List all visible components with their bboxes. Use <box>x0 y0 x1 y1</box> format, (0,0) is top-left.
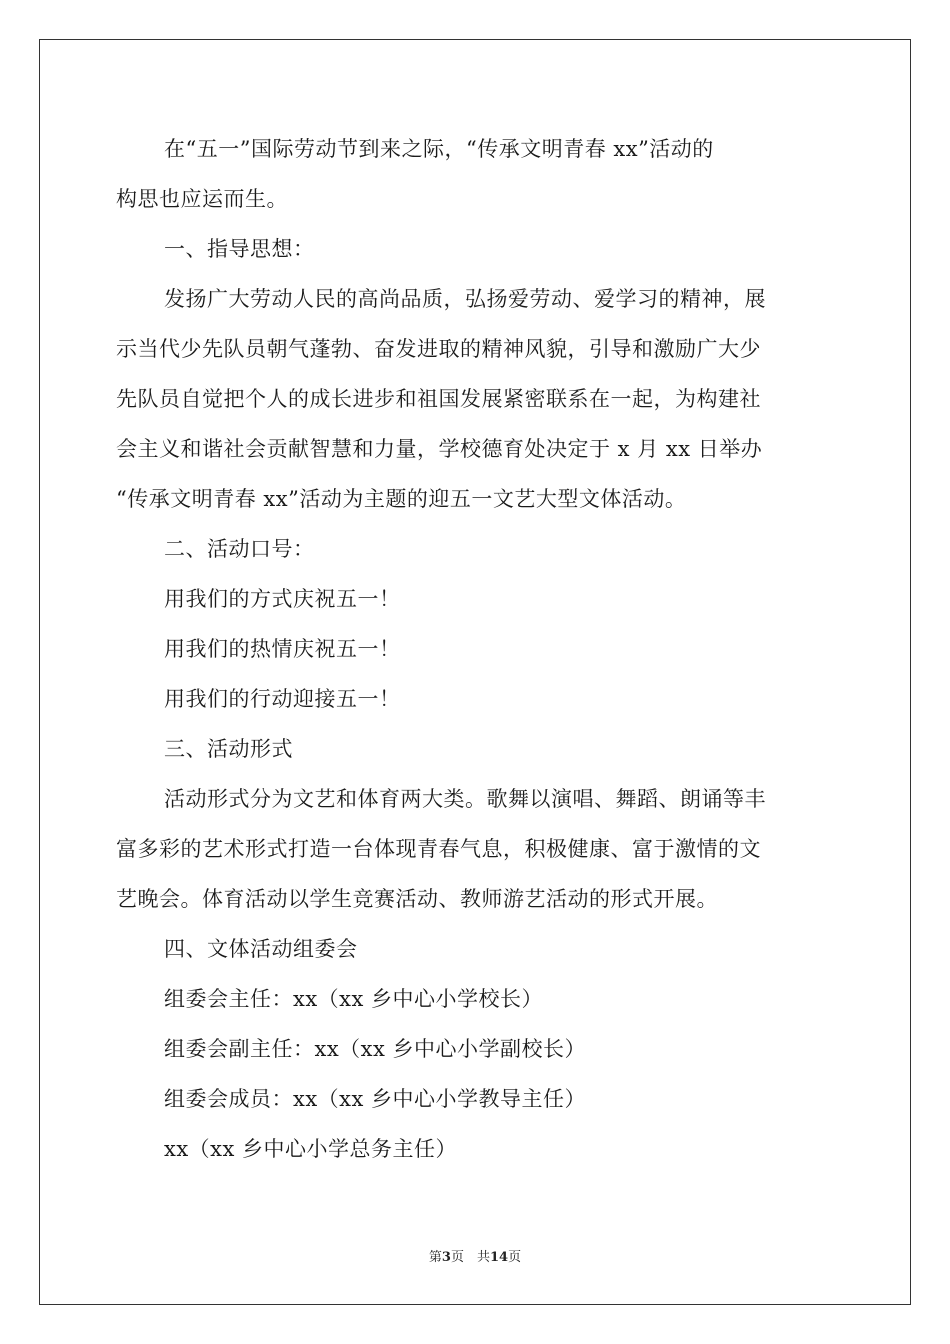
committee-member-2: xx（xx 乡中心小学总务主任） <box>164 1137 458 1161</box>
committee-deputy-director: 组委会副主任：xx（xx 乡中心小学副校长） <box>164 1037 587 1061</box>
committee-member-1: 组委会成员：xx（xx 乡中心小学教导主任） <box>164 1087 587 1111</box>
committee-director: 组委会主任：xx（xx 乡中心小学校长） <box>164 987 544 1011</box>
current-page-number: 3 <box>441 1250 451 1265</box>
footer-prefix: 第 <box>428 1250 442 1265</box>
heading-committee: 四、文体活动组委会 <box>164 937 358 961</box>
heading-slogans: 二、活动口号： <box>164 537 315 561</box>
page-footer <box>0 1246 950 1265</box>
footer-mid: 页 共 <box>450 1250 490 1265</box>
paragraph-guiding-line-3: 先队员自觉把个人的成长进步和祖国发展紧密联系在一起，为构建社 <box>116 387 761 411</box>
document-body <box>116 124 834 1174</box>
total-page-number: 14 <box>489 1250 509 1265</box>
paragraph-forms-line-1: 活动形式分为文艺和体育两大类。歌舞以演唱、舞蹈、朗诵等丰 <box>164 787 766 811</box>
paragraph-guiding-line-4: 会主义和谐社会贡献智慧和力量，学校德育处决定于 x 月 xx 日举办 <box>116 437 763 461</box>
footer-suffix: 页 <box>508 1250 522 1265</box>
slogan-2: 用我们的热情庆祝五一！ <box>164 637 401 661</box>
paragraph-intro-line-2: 构思也应运而生。 <box>116 187 288 211</box>
paragraph-guiding-line-2: 示当代少先队员朝气蓬勃、奋发进取的精神风貌，引导和激励广大少 <box>116 337 761 361</box>
slogan-3: 用我们的行动迎接五一！ <box>164 687 401 711</box>
paragraph-forms-line-2: 富多彩的艺术形式打造一台体现青春气息，积极健康、富于激情的文 <box>116 837 761 861</box>
paragraph-guiding-line-5: “传承文明青春 xx”活动为主题的迎五一文艺大型文体活动。 <box>116 487 687 511</box>
paragraph-forms-line-3: 艺晚会。体育活动以学生竞赛活动、教师游艺活动的形式开展。 <box>116 887 718 911</box>
paragraph-guiding-line-1: 发扬广大劳动人民的高尚品质，弘扬爱劳动、爱学习的精神，展 <box>164 287 766 311</box>
heading-activity-forms: 三、活动形式 <box>164 737 293 761</box>
paragraph-intro-line-1: 在“五一”国际劳动节到来之际，“传承文明青春 xx”活动的 <box>164 137 714 161</box>
slogan-1: 用我们的方式庆祝五一！ <box>164 587 401 611</box>
heading-guiding-thought: 一、指导思想： <box>164 237 315 261</box>
